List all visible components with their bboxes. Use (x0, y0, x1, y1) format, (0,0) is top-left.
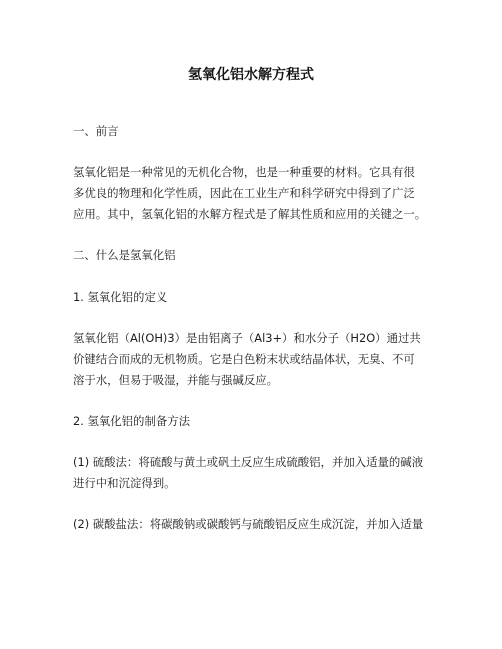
paragraph-line: (2) 碳酸盐法：将碳酸钠或碳酸钙与硫酸铝反应生成沉淀，并加入适量 (73, 517, 424, 531)
paragraph-line: (1) 硫酸法：将硫酸与黄土或矾土反应生成硫酸铝，并加入适量的碱液 (73, 455, 424, 469)
document-title: 氢氧化铝水解方程式 (188, 67, 314, 83)
paragraph-line: 进行中和沉淀得到。 (73, 476, 176, 490)
section-heading: 一、前言 (73, 124, 119, 138)
paragraph-line: 价键结合而成的无机物质。它是白色粉末状或结晶体状，无臭、不可 (73, 352, 415, 366)
section-heading: 二、什么是氢氧化铝 (73, 248, 176, 262)
subsection-heading: 2. 氢氧化铝的制备方法 (73, 414, 191, 428)
paragraph-line: 氢氧化铝（Al(OH)3）是由铝离子（Al3+）和水分子（H2O）通过共 (73, 331, 421, 345)
paragraph-line: 多优良的物理和化学性质，因此在工业生产和科学研究中得到了广泛 (73, 186, 415, 200)
paragraph-line: 溶于水，但易于吸湿，并能与强碱反应。 (73, 373, 279, 387)
paragraph-line: 氢氧化铝是一种常见的无机化合物，也是一种重要的材料。它具有很 (73, 165, 415, 179)
paragraph-line: 应用。其中，氢氧化铝的水解方程式是了解其性质和应用的关键之一。 (73, 207, 427, 221)
subsection-heading: 1. 氢氧化铝的定义 (73, 290, 168, 304)
